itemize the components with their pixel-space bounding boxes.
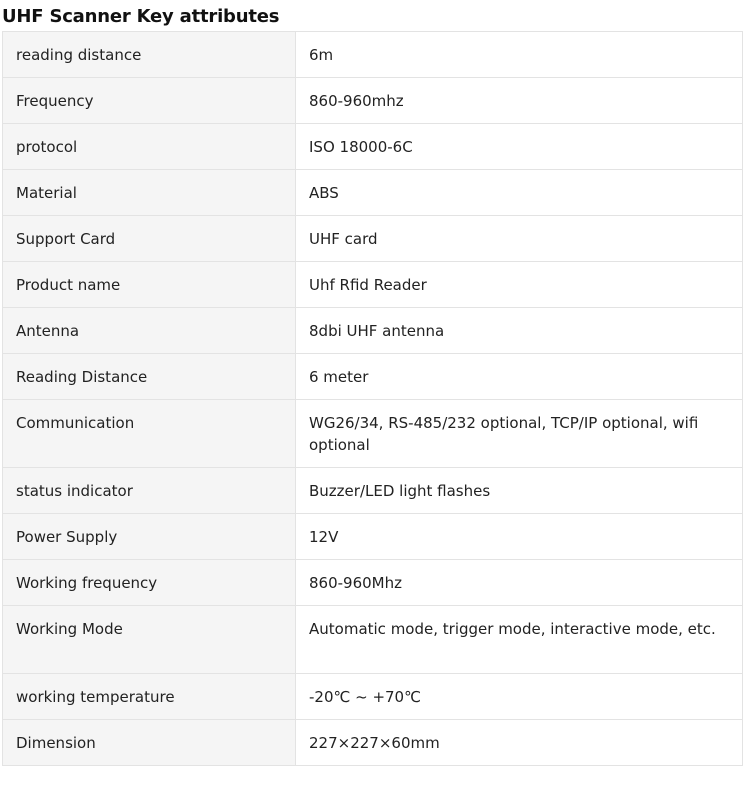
attribute-name: reading distance <box>3 32 296 78</box>
attribute-name: status indicator <box>3 468 296 514</box>
table-row <box>3 262 743 308</box>
attribute-name: Working Mode <box>3 606 296 674</box>
page-title: UHF Scanner Key attributes <box>2 6 280 27</box>
attribute-name: Frequency <box>3 78 296 124</box>
attribute-name: Working frequency <box>3 560 296 606</box>
attribute-name: Communication <box>3 400 296 468</box>
attribute-value: 860-960mhz <box>296 78 743 124</box>
attribute-name: working temperature <box>3 674 296 720</box>
attribute-value: 6 meter <box>296 354 743 400</box>
attribute-value: 860-960Mhz <box>296 560 743 606</box>
table-row <box>3 308 743 354</box>
attribute-value: ISO 18000-6C <box>296 124 743 170</box>
table-row <box>3 400 743 468</box>
attribute-name: Reading Distance <box>3 354 296 400</box>
attribute-value: 6m <box>296 32 743 78</box>
attribute-value: 227×227×60mm <box>296 720 743 766</box>
table-row <box>3 32 743 78</box>
table-row <box>3 78 743 124</box>
attribute-value: UHF card <box>296 216 743 262</box>
attribute-value: 8dbi UHF antenna <box>296 308 743 354</box>
table-row <box>3 560 743 606</box>
attribute-value: ABS <box>296 170 743 216</box>
table-row <box>3 354 743 400</box>
attribute-name: Power Supply <box>3 514 296 560</box>
attribute-value: Buzzer/LED light flashes <box>296 468 743 514</box>
table-row <box>3 674 743 720</box>
attribute-value: -20℃ ~ +70℃ <box>296 674 743 720</box>
attribute-name: Product name <box>3 262 296 308</box>
table-row <box>3 216 743 262</box>
attribute-name: Dimension <box>3 720 296 766</box>
table-row <box>3 124 743 170</box>
table-row <box>3 170 743 216</box>
table-row <box>3 468 743 514</box>
attribute-name: Support Card <box>3 216 296 262</box>
attribute-value: Automatic mode, trigger mode, interactive mode, etc. <box>296 606 743 674</box>
attribute-name: protocol <box>3 124 296 170</box>
table-row <box>3 606 743 674</box>
attribute-name: Antenna <box>3 308 296 354</box>
attribute-value: Uhf Rfid Reader <box>296 262 743 308</box>
attribute-name: Material <box>3 170 296 216</box>
table-row <box>3 514 743 560</box>
attribute-value: WG26/34, RS-485/232 optional, TCP/IP optional, wifi optional <box>296 400 743 468</box>
attribute-value: 12V <box>296 514 743 560</box>
attributes-table <box>2 31 743 766</box>
table-row <box>3 720 743 766</box>
